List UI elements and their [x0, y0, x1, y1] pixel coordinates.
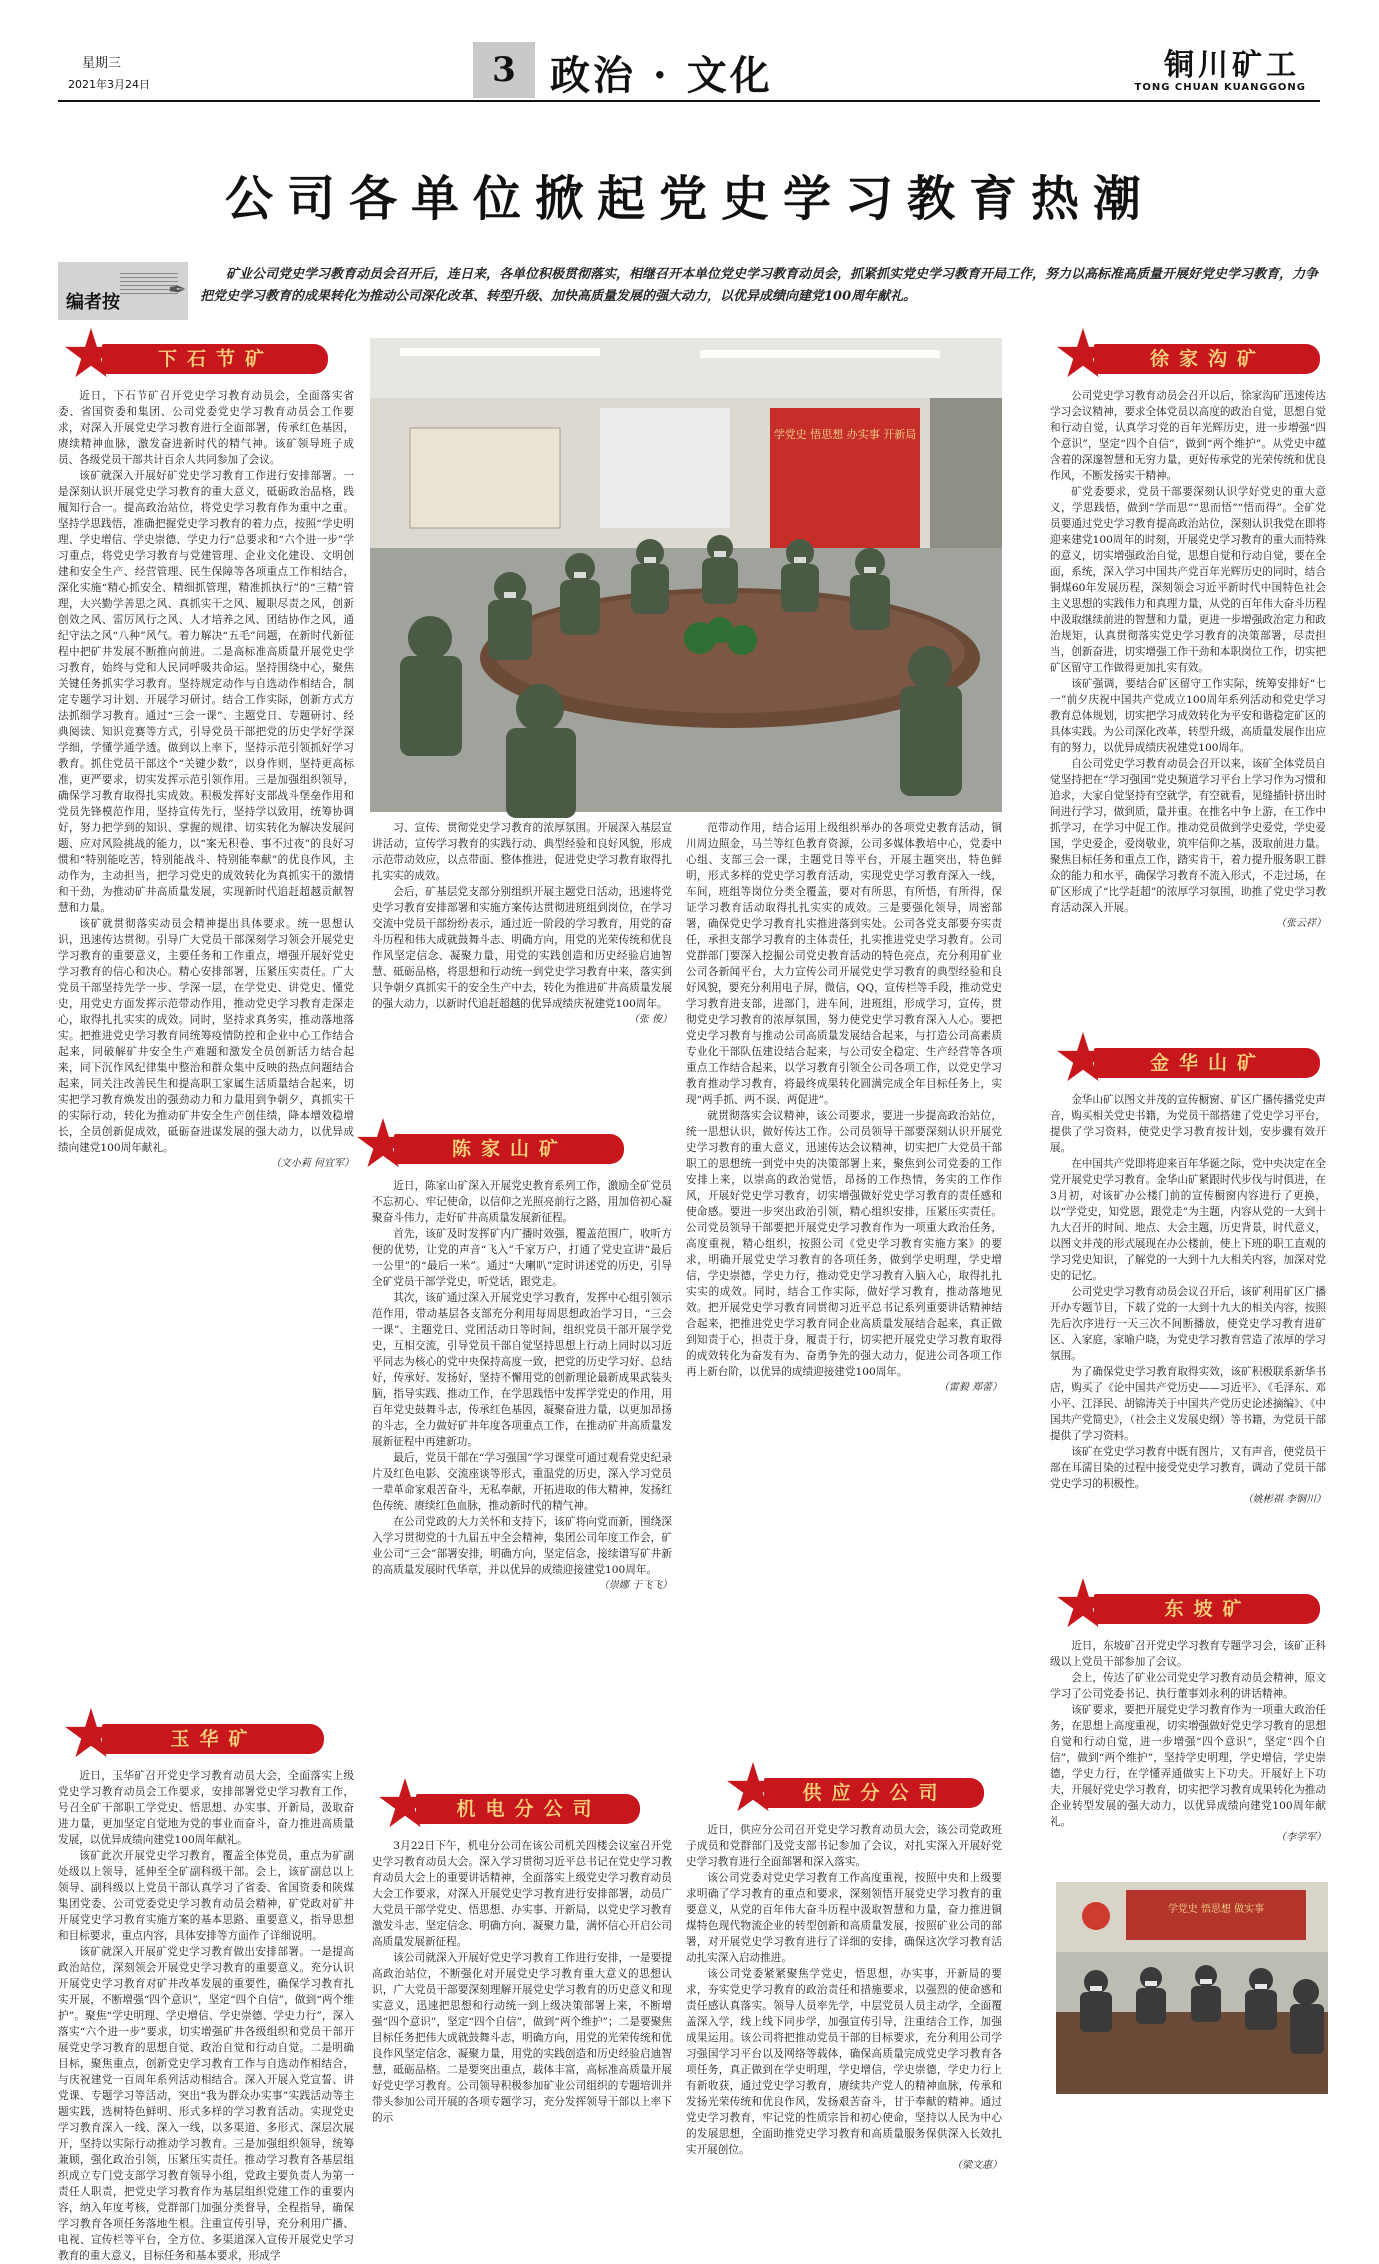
paragraph: 金华山矿以图文并茂的宣传橱窗、矿区广播传播党史声音，购买相关党史书籍，为党员干部搭建了党史学习平台，提供了学习资料，使党史学习教育按计划，安步骤有效开展。 [1050, 1094, 1326, 1154]
section-banner-xiashijie [64, 340, 328, 376]
paragraph: 近日，东坡矿召开党史学习教育专题学习会，该矿正科级以上党员干部参加了会议。 [1050, 1640, 1326, 1668]
page-number: 3 [473, 42, 535, 98]
article-jinhuashan [1050, 1092, 1326, 1566]
article-xiashijie [58, 388, 354, 1712]
paragraph: 该矿在党史学习教育中既有图片，又有声音，使党员干部在耳濡目染的过程中接受党史学习教育，调动了党员干部党史学习的积极性。 [1050, 1446, 1326, 1490]
newspaper-name: 铜川矿工 [1164, 48, 1300, 83]
study-meeting-illustration [1056, 1882, 1328, 2094]
paragraph: 近日，陈家山矿深入开展党史教育系列工作，激励全矿党员不忘初心、牢记使命，以信仰之光照亮前行之路，用加倍初心凝聚奋斗伟力，走好矿井高质量发展新征程。 [372, 1180, 672, 1224]
paragraph: 习、宣传、贯彻党史学习教育的浓厚氛围。开展深入基层宣讲活动，宣传学习教育的实践行动、典型经验和良好风貌，形成示范带动效应，以点带面、整体推进，促进党史学习教育取得扎扎实实的成效。 [372, 822, 672, 882]
wall-slogan-text: 学党史 悟思想 做实事 [1167, 1904, 1265, 1915]
paragraph: 会上，传达了矿业公司党史学习教育动员会精神，原文学习了公司党委书记、执行董事刘永利的讲话精神。 [1050, 1672, 1326, 1700]
masthead [58, 30, 1320, 100]
section-title-chenjiashan: 陈家山矿 [451, 1138, 568, 1160]
section-banner-xujiagou [1056, 340, 1320, 376]
byline: （梁文惠） [952, 2160, 1002, 2171]
byline: （李学军） [1276, 1832, 1326, 1843]
paragraph: 该公司党委对党史学习教育工作高度重视，按照中央和上级要求明确了学习教育的重点和要求，深刻领悟开展党史学习教育的重要意义，从党的百年伟大奋斗历程中汲取智慧和力量，奋力推进铜煤特色现代物流企业的转型创新和高质量发展，按照矿业公司的部署，对开展党史学习教育进行了详细的安排，确保这次学习教育活动扎实深入启动推进。 [686, 1872, 1002, 1964]
section-title-xiashijie: 下石节矿 [157, 348, 274, 370]
editor-note-label: 编者按 [66, 292, 120, 313]
article-yuhua-continued [372, 820, 672, 1120]
paragraph: 该公司就深入开展好党史学习教育工作进行安排，一是要提高政治站位，不断强化对开展党史学习教育重大意义的思想认识，广大党员干部要深刻理解开展党史学习教育的历史意义和现实意义，迅速把思想和行动统一到上级决策部署上来，不断增强“四个意识”，坚定“四个自信”，做到“两个维护”；二是要聚焦目标任务把伟大成就鼓舞斗志，明确方向，用党的光荣传统和优良作风坚定信念、凝聚力量，用党的实践创造和历史经验启迪智慧，砥砺品格。二是要突出重点，载体丰富，高标准高质量开展好党史学习教育。公司领导积极参加矿业公司组织的专题培训并带头参加公司开展的各项专题学习，充分发挥领导干部以上率下的示 [372, 1952, 672, 2124]
meeting-photo-illustration [370, 338, 1002, 812]
paragraph: 该矿此次开展党史学习教育，覆盖全体党员，重点为矿副处级以上领导，延伸至全矿副科级干部。会上，该矿副总以上领导、副科级以上党员干部认真学习了省委、省国资委和陕煤集团党委、公司党委党史学习教育动员会精神，矿党政对矿井开展党史学习教育实施方案的基本思路、重要意义，指导思想和目标要求，重点内容，具体安排等方面作了详细说明。 [58, 1850, 354, 1942]
paragraph: 会后，矿基层党支部分别组织开展主题党日活动，迅速将党史学习教育安排部署和实施方案传达贯彻进班组到岗位，在学习交流中党员干部纷纷表示，通过近一阶段的学习教育，用党的奋斗历程和伟大成就鼓舞斗志、明确方向，用党的光荣传统和优良作风坚定信念、凝聚力量，用党的实践创造和历史经验启迪智慧、砥砺品格，将思想和行动统一到党史学习教育中来，落实到只争朝夕真抓实干的安全生产中去，转化为推进矿井高质量发展的强大动力，以新时代追赶超越的优异成绩庆祝建党100周年。 [372, 886, 672, 1010]
paragraph: 就贯彻落实会议精神，该公司要求，要进一步提高政治站位，统一思想认识，做好传达工作。公司员领导干部要深刻认识开展党史学习教育的重大意义，迅速传达会议精神，切实把广大党员干部职工的思想统一到党中央的决策部署上来，聚焦到公司党委的工作安排上来，以崇高的政治觉悟，昂扬的工作热情，务实的工作作风，开展好党史学习教育，切实增强做好党史学习教育的责任感和使命感。要进一步突出政治引领，精心组织安排，压紧压实责任。公司党员领导干部要把开展党史学习教育作为一项重大政治任务，高度重视，精心组织，按照公司《党史学习教育实施方案》的要求，明确开展党史学习教育的各项任务，做到学史明理，学史增信，学史崇德，学史力行，推动党史学习教育入脑入心，取得扎扎实实的成效。同时，结合工作实际，做好学习教育，推动落地见效。把开展党史学习教育同贯彻习近平总书记系列重要讲话精神结合起来，把推进党史学习教育同企业高质量发展结合起来，真正做到知责于心，担责于身，履责于行，切实把开展党史学习教育取得的成效转化为奋发有为、奋勇争先的强大动力，促进公司各项工作再上新台阶，以优异的成绩迎接建党100周年。 [686, 1110, 1002, 1378]
weekday: 星期三 [82, 56, 122, 71]
issue-date: 2021年3月24日 [68, 78, 150, 91]
article-yuhua [58, 1768, 354, 2262]
paragraph: 在中国共产党即将迎来百年华诞之际，党中央决定在全党开展党史学习教育。金华山矿紧跟时代步伐与时俱进，在3月初，对该矿办公楼门前的宣传橱窗内容进行了更换，以“学党史，知党恩，跟党走”为主题，内容从党的一大到十九大召开的时间、地点、大会主题，历史背景，时代意义，以图文并茂的形式展现在办公楼前，使上下班的职工直观的学习党史知识，了解党的一大到十九大相关内容，加深对党史的记忆。 [1050, 1158, 1326, 1282]
paragraph: 该公司党委紧紧聚焦学党史，悟思想，办实事，开新局的要求，夯实党史学习教育的政治责任和措施要求，以强烈的使命感和责任感认真落实。领导人员率先学，中层党员人员主动学，全面覆盖深入学，线上线下同步学，加强宣传引导，注重结合工作，加强成果运用。该公司将把推动党员干部的目标要求，充分利用公司学习强国学习平台以及网络等载体，确保高质量完成党史学习教育各项任务，真正做到在学史明理，学史增信，学史崇德，学史力行上有新收获，通过党史学习教育，赓续共产党人的精神血脉，传承和发扬光荣传统和优良作风，发扬艰苦奋斗，甘于奉献的精神。通过党史学习教育，牢记党的性质宗旨和初心使命，坚持以人民为中心的发展思想，全面助推党史学习教育和高质量服务保供深入长效扎实开展创位。 [686, 1968, 1002, 2156]
paragraph: 该矿就贯彻落实动员会精神提出具体要求。统一思想认识，迅速传达贯彻。引导广大党员干部深刻学习领会开展党史学习教育的重要意义，主要任务和工作重点，增强开展好党史学习教育的信心和决心。精心安排部署，压紧压实责任。广大党员干部坚持先学一步、学深一层，在学党史、讲党史、懂党史，用党史方面发挥示范带动作用，推动党史学习教育走深走心，取得扎扎实实的成效。同时，坚持求真务实，推动落地落实。把推进党史学习教育同统筹疫情防控和企业中心工作结合起来，同破解矿井安全生产难题和激发全员创新活力结合起来，同下沉作风纪律集中整治和群众集中反映的热点问题结合起来，同关注改善民生和提高职工家属生活质量结合起来，切实把学习教育焕发出的强劲动力和力量用到争朝夕，真抓实干的实际行动，转化为推动矿井安全生产创佳绩，降本增效稳增长，全员创新促成效，砥砺奋进谋发展的强大动力，以优异成绩向建党100周年献礼。 [58, 918, 354, 1154]
byline: （张 俊） [628, 1014, 672, 1025]
article-jidian [372, 1838, 672, 2134]
paragraph: 在公司党政的大力关怀和支持下，该矿将向党而新，围绕深入学习贯彻党的十九届五中全会精神，集团公司年度工作会，矿业公司“三会”部署安排，明确方向，坚定信念，接续谱写矿井新的高质量发展时代华章，并以优异的成绩迎接建党100周年。 [372, 1516, 672, 1576]
section-banner-yuhua [64, 1720, 324, 1756]
section-banner-dongpo [1056, 1590, 1320, 1626]
article-jidian-continued [686, 820, 1002, 1774]
paragraph: 首先，该矿及时发挥矿内广播时效强，覆盖范围广，收听方便的优势，让党的声音“飞入”千家万户，打通了党史宣讲“最后一公里”的“最后一米”。通过“大喇叭”定时讲述党的历史，引导全矿党员干部学党史，听党话，跟党走。 [372, 1228, 672, 1288]
paragraph: 范带动作用，结合运用上级组织举办的各项党史教育活动，铜川周边照金，马兰等红色教育资源，公司多媒体教培中心，党委中心组、支部三会一课，主题党日等平台，开展主题突出，特色鲜明，形式多样的党史学习教育活动，实现党史学习教育深入一线，车间，班组等岗位分类全覆盖，要对有所思，有所悟，有所得，保证学习教育活动取得扎扎实实的成效。三是要强化领导，周密部署，确保党史学习教育扎实推进落到实处。公司各党支部要夯实责任，承担支部学习教育的主体责任，扎实推进党史学习教育。公司党群部门要深入挖掘公司党史教育活动的特色亮点，充分利用矿业公司各新闻平台，大力宣传公司开展党史学习教育的典型经验和良好风貌，要充分利用电子屏，微信，QQ，宣传栏等手段，推动党史学习教育进支部，进部门，进车间，进班组，形成学习，宣传，贯彻党史学习教育的浓厚氛围，努力使党史学习教育深入人心。要把党史学习教育与推动公司高质量发展结合起来，与打造公司高素质专业化干部队伍建设结合起来，与公司安全稳定、生产经营等各项重点工作结合起来，以学习教育引领全公司各项工作，以党史学习教育推动学习教育，将最终成果转化圆满完成全年目标任务上，实现“两手抓、两不误、两促进”。 [686, 822, 1002, 1106]
section-banner-jidian [378, 1790, 640, 1826]
section-banner-chenjiashan [356, 1130, 624, 1166]
editor-note-badge [58, 262, 188, 320]
paragraph: 近日，玉华矿召开党史学习教育动员大会，全面落实上级党史学习教育动员会工作要求，安排部署党史学习教育工作，号召全矿干部职工学党史、悟思想、办实事、开新局，汲取奋进力量，更加坚定自觉地为党的事业而奋斗，奋力推进高质量发展，以优异成绩向建党100周年献礼。 [58, 1770, 354, 1846]
paragraph: 矿党委要求，党员干部要深刻认识学好党史的重大意义，学思践悟，做到“学而思”“思而悟”“悟而得”。全矿党员要通过党史学习教育提高政治站位，深刻认识我党在即将迎来建党100周年的时刻，开展党史学习教育的重大而特殊的意义，切实增强政治自觉，思想自觉和行动自觉，要在全面，系统，深入学习中国共产党百年光辉历史的同时，结合铜煤60年发展历程，深刻领会习近平新时代中国特色社会主义思想的实践伟力和真理力量，从党的百年伟大奋斗历程中汲取继续前进的智慧和力量，更进一步增强政治定力和政治规矩，认真贯彻落实党史学习教育的决策部署，尽责担当，创新奋进，切实增强工作干劲和本职岗位工作，切实把矿区留守工作做得更加扎实有效。 [1050, 486, 1326, 674]
section-title-gongying: 供应分公司 [802, 1782, 948, 1804]
paragraph: 近日，下石节矿召开党史学习教育动员会，全面落实省委、省国资委和集团、公司党委党史学习教育动员会工作要求，对深入开展党史学习教育进行全面部署，传承红色基因，赓续精神血脉，激发奋进新时代的精气神。该矿领导班子成员、各级党员干部共计百余人共同参加了会议。 [58, 390, 354, 466]
pen-icon: ✒ [168, 278, 187, 303]
masthead-rule [58, 100, 1320, 102]
article-xujiagou [1050, 388, 1326, 1016]
study-meeting-photo [1056, 1882, 1328, 2094]
section-title-jinhuashan: 金华山矿 [1149, 1052, 1266, 1074]
section-banner-gongying [726, 1774, 984, 1810]
paragraph: 其次，该矿通过深入开展党史学习教育，发挥中心组引领示范作用，带动基层各支部充分利用每周思想政治学习日，“三会一课”、主题党日、党团活动日等时间，组织党员干部开展学党史，互相交流，引导党员干部自觉坚持思想上行动上同时以习近平同志为核心的党中央保持高度一致，把党的历史学习好、总结好，传承好、发扬好，坚持不懈用党的创新理论最新成果武装头脑，指导实践、推动工作，在学思践悟中发挥学党史的作用，用百年党史鼓舞斗志，传承红色基因，凝聚奋进力量，以更加昂扬的斗志，全力做好矿井年度各项重点工作，在推动矿井高质量发展新征程中再建新功。 [372, 1292, 672, 1448]
article-gongying [686, 1822, 1002, 2171]
byline: （雷毅 郑蕾） [938, 1382, 1002, 1393]
section-title-xujiagou: 徐家沟矿 [1149, 348, 1266, 370]
meeting-photo [370, 338, 1002, 812]
byline: （姚彬祺 李铜川） [1242, 1494, 1326, 1505]
byline: （文小莉 何宜军） [270, 1158, 354, 1169]
paragraph: 自公司党史学习教育动员会召开以来，该矿全体党员自觉坚持把在“学习强国”党史频道学习平台上学习作为习惯和追求，大家自觉坚持有空就学，有空就看，见缝插针挤出时间进行学习，做到质，量并重。在推名中争上游，在工作中抓学习，在学习中促工作。推动党员做到学史爱党，学史爱国，学史爱企，爱岗敬业，筑牢信仰之基，汲取前进力量。聚焦目标任务和重点工作，踏实肯干，着力提升服务职工群众的能力和水平，确保学习教育不流入形式，不走过场，在矿区形成了“比学赶超”的浓厚学习氛围，助推了党史学习教育活动深入开展。 [1050, 758, 1326, 914]
paragraph: 该矿强调，要结合矿区留守工作实际，统筹安排好“七一”前夕庆祝中国共产党成立100周年系列活动和党史学习教育总体规划，切实把学习成效转化为平安和谐稳定矿区的具体实践。为公司深化改革，转型升级，高质量发展作出应有的努力，以优异成绩庆祝建党100周年。 [1050, 678, 1326, 754]
newspaper-pinyin: TONG CHUAN KUANGGONG [1134, 82, 1306, 93]
paragraph: 该矿就深入开展好矿党史学习教育工作进行安排部署。一是深刻认识开展党史学习教育的重大意义，砥砺政治品格，践履知行合一。提高政治站位，将党史学习教育作为重中之重。坚持学思践悟，准确把握党史学习教育的着力点，按照“学史明理、学史增信、学史崇德、学史力行”总要求和“六个进一步”学习重点，将党史学习教育与党建管理、企业文化建设、文明创建和安全生产、经营管理、民生保障等各项重点工作相结合，深化实施“精心抓安全、精细抓管理，精准抓执行”的“三精”管理，大兴勤学善思之风、真抓实干之风、履职尽责之风，创新创效之风、雷厉风行之风、人才培养之风、团结协作之风，通纪守法之风“八种”风气。着力解决“五毛”问题，在新时代新征程中把矿井发展不断推向前进。二是高标准高质量开展党史学习教育，始终与党和人民同呼吸共命运。坚持围绕中心，聚焦关键任务抓实学习教育。坚持规定动作与自选动作相结合，制定专题学习计划、开展学习研讨。结合工作实际，创新方式方法抓细学习教育。通过“三会一课”、主题党日、专题研讨、经典阅读、知识竞赛等方式，引导党员干部把党的历史学好学深学细，学懂学通学透。做到以上率下，坚持示范引领抓好学习教育。抓住党员干部这个“关键少数”，以身作则，坚持更高标准，更严要求，切实发挥示范引领作用。三是加强组织领导，确保学习教育取得扎实成效。积极发挥好支部战斗堡垒作用和党员先锋模范作用，坚持宣传先行，坚持学以致用，统筹协调好，努力把学到的知识、掌握的规律、切实转化为解决发展问题、应对风险挑战的能力，以“案无积卷、事不过夜”的良好习惯和“特别能吃苦，特别能战斗、特别能奉献”的优良作风，主动作为，主动担当，把学习党史的成效转化为真抓实干的激情和干劲，为推动矿井高质量发展，实现新时代追赶超越贡献智慧和力量。 [58, 470, 354, 914]
wall-slogan-text: 学党史 悟思想 办实事 开新局 [773, 428, 917, 441]
paragraph: 最后，党员干部在“学习强国”学习课堂可通过观看党史纪录片及红色电影、交流座谈等形式，重温党的历史，深入学习党员一辈革命家艰苦奋斗，无私奉献，开拓进取的伟大精神，发扬红色传统、赓续红色血脉，推动新时代的精气神。 [372, 1452, 672, 1512]
section-title-dongpo: 东坡矿 [1164, 1598, 1252, 1620]
paragraph: 公司党史学习教育动员会议召开后，该矿利用矿区广播开办专题节目，下载了党的一大到十九大的相关内容，按照先后次序进行一天三次不间断播放，使党史学习教育进矿区、入家庭，家喻户晓，为党史学习教育营造了浓厚的学习氛围。 [1050, 1286, 1326, 1362]
paragraph: 该矿就深入开展矿党史学习教育做出安排部署。一是提高政治站位，深刻领会开展党史学习教育的重要意义。充分认识开展党史学习教育对矿井改革发展的重要性，确保学习教育扎实开展，不断增强“四个意识”，坚定“四个自信”，做到“两个维护”。聚焦“学史明理、学史增信、学史崇德、学史力行”，深入落实“六个进一步”要求，切实增强矿井各级组织和党员干部开展党史学习教育的思想自觉、政治自觉和行动自觉。二是明确目标，聚焦重点，创新党史学习教育工作与自选动作相结合，与庆祝建党一百周年系列活动相结合。深入开展入党宣誓、讲党课、专题学习等活动，突出“我为群众办实事”实践活动等主题实践，选树特色鲜明、形式多样的学习教育活动。实现党史学习教育深入一线、深入一线，以多渠道、多形式、深层次展开，坚持以实际行动推动学习教育。三是加强组织领导，统筹兼顾，强化政治引领，压紧压实责任。推动学习教育各基层组织成立专门党支部学习教育领导小组，党政主要负责人为第一责任人职责，把党史学习教育作为基层组织党建工作的重要内容，纳入年度考核，党群部门加强分类督导，全程指导，确保学习教育各项任务落地生根。注重宣传引导，充分利用广播、电视、宣传栏等平台，全方位、多渠道深入宣传开展党史学习教育的重大意义，目标任务和基本要求，形成学 [58, 1946, 354, 2262]
section-title: 政治 · 文化 [550, 52, 773, 99]
article-dongpo [1050, 1638, 1326, 1874]
paragraph: 3月22日下午，机电分公司在该公司机关四楼会议室召开党史学习教育动员大会。深入学习贯彻习近平总书记在党史学习教育动员大会上的重要讲话精神，全面落实上级党史学习教育动员大会工作要求，对深入开展党史学习教育进行安排部署，动员广大党员干部学党史、悟思想、办实事、开新局，以党史学习教育激发斗志、坚定信念、明确方向、凝聚力量，满怀信心开启公司高质量发展新征程。 [372, 1840, 672, 1948]
paragraph: 近日，供应分公司召开党史学习教育动员大会，该公司党政班子成员和党群部门及党支部书记参加了会议，对扎实深入开展好党史学习教育进行全面部署和深入落实。 [686, 1824, 1002, 1868]
paragraph: 为了确保党史学习教育取得实效，该矿积极联系新华书店，购买了《论中国共产党历史——习近平》、《毛泽东、邓小平、江泽民、胡锦涛关于中国共产党历史论述摘编》、《中国共产党简史》，（社会主义发展史纲）等书籍，为党员干部提供了学习资料。 [1050, 1366, 1326, 1442]
paragraph: 该矿要求，要把开展党史学习教育作为一项重大政治任务，在思想上高度重视，切实增强做好党史学习教育的思想自觉和行动自觉，进一步增强“四个意识”，坚定“四个自信”，做到“两个维护”，坚持学史明理，学史增信，学史崇德，学史力行，在学懂弄通做实上下功夫。开展好上下功夫，开展好党史学习教育，切实把学习教育成果转化为推动企业转型发展的强大动力，以优异成绩向建党100周年献礼。 [1050, 1704, 1326, 1828]
page-headline: 公司各单位掀起党史学习教育热潮 [224, 171, 1155, 227]
paragraph: 公司党史学习教育动员会召开以后，徐家沟矿迅速传达学习会议精神，要求全体党员以高度的政治自觉，思想自觉和行动自觉，认真学习党的百年光辉历史，进一步增强“四个意识”，坚定“四个自信”，做到“两个维护”。从党史中蕴含着的深邃智慧和无穷力量，更好传承党的光荣传统和优良作风，不断发扬实干精神。 [1050, 390, 1326, 482]
editor-note-text: 矿业公司党史学习教育动员会召开后，连日来，各单位积极贯彻落实，相继召开本单位党史学习教育动员会，抓紧抓实党史学习教育开局工作，努力以高标准高质量开展好党史学习教育，力争把党史学习教育的成果转化为推动公司深化改革、转型升级、加快高质量发展的强大动力，以优异成绩向建党100周年献礼。 [200, 267, 1319, 304]
byline: （张云祥） [1276, 918, 1326, 929]
section-title-yuhua: 玉华矿 [170, 1728, 258, 1750]
section-title-jidian: 机电分公司 [456, 1798, 602, 1820]
article-chenjiashan [372, 1178, 672, 1766]
byline: （崇娜 于飞飞） [598, 1580, 672, 1591]
section-banner-jinhuashan [1056, 1044, 1320, 1080]
